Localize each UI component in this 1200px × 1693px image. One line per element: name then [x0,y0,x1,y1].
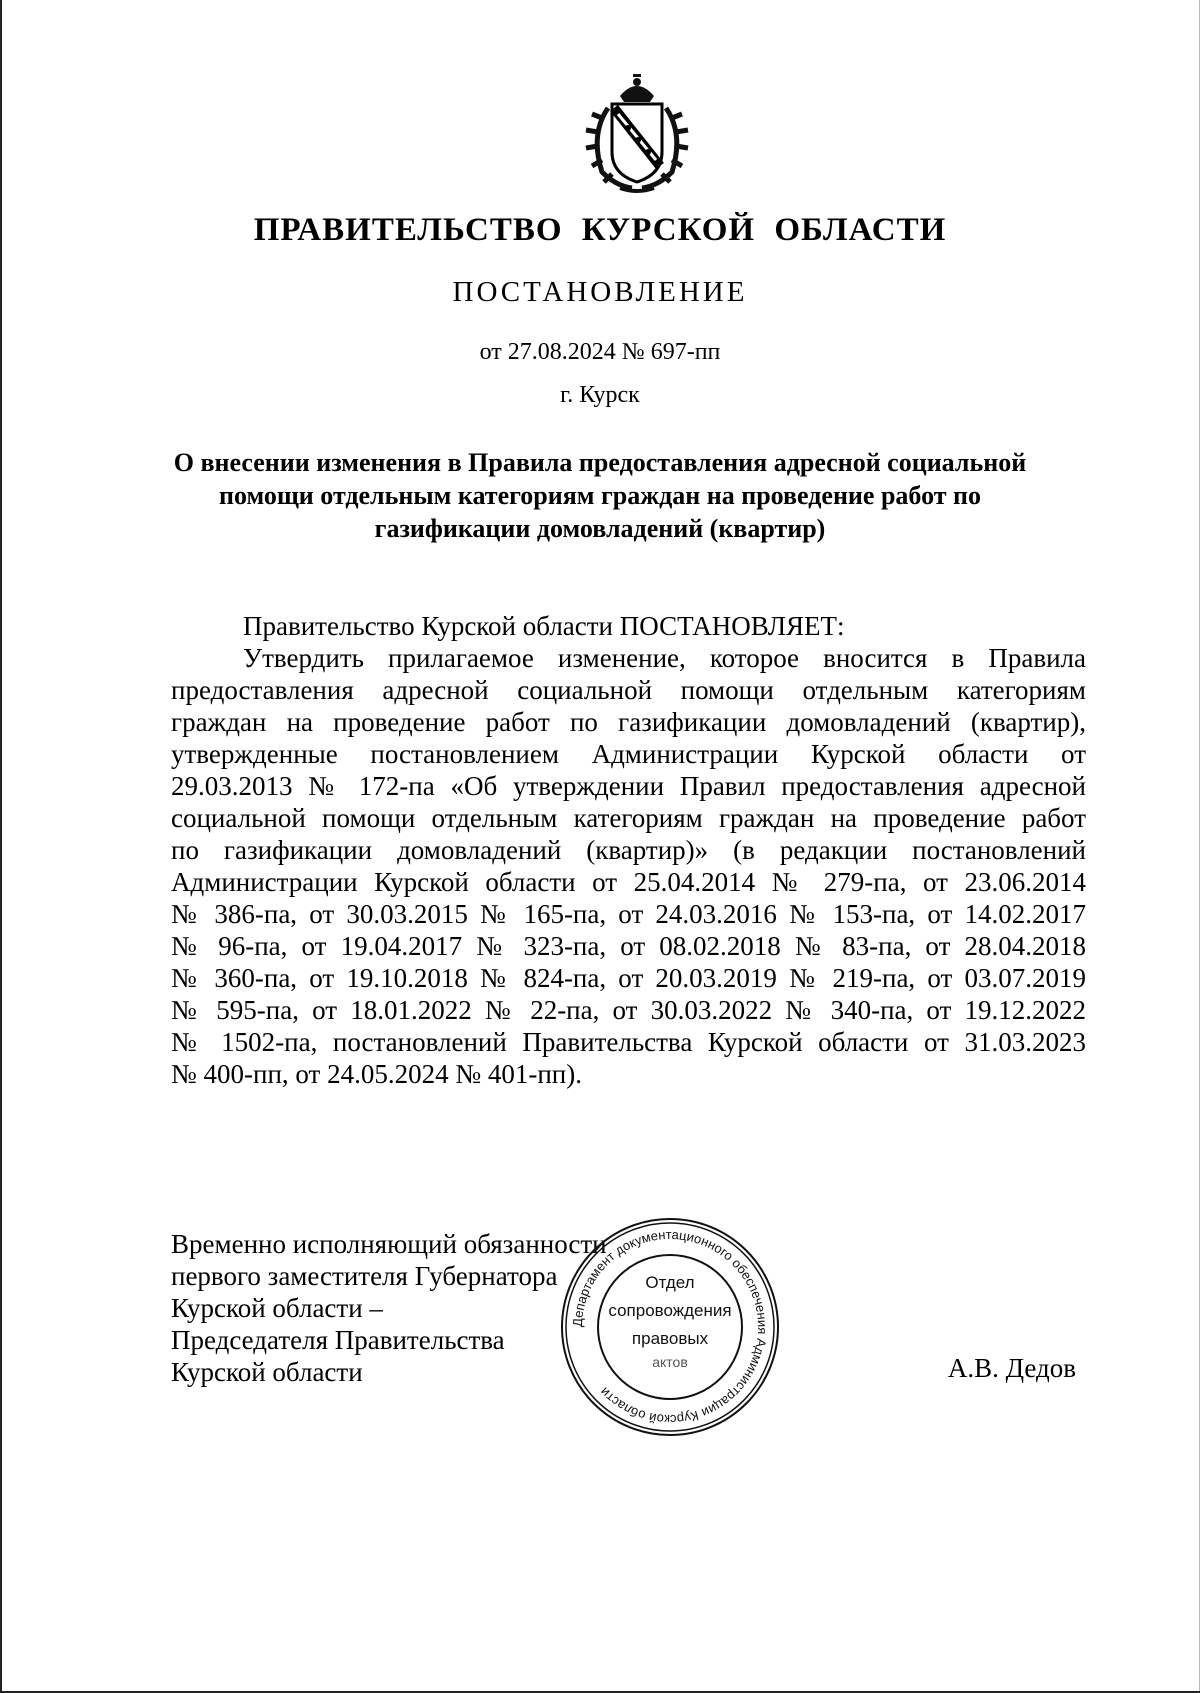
government-title: ПРАВИТЕЛЬСТВО КУРСКОЙ ОБЛАСТИ [253,212,947,248]
body-line: № 400-пп, от 24.05.2024 № 401-пп). [171,1059,582,1089]
body-line: 29.03.2013 № 172-па «Об утверждении Правил предоставления адресной [171,771,1086,801]
body-line: № 1502-па, постановлений Правительства Курской области от 31.03.2023 [171,1027,1086,1057]
signer-position-line: первого заместителя Губернатора [171,1261,558,1291]
document-subject: О внесении изменения в Правила предоставления адресной социальной помощи отдельным категориям граждан на проведение работ по газификации домовладений (квартир) [173,448,1027,543]
body-line: Утвердить прилагаемое изменение, которое вносится в Правила [243,643,1086,673]
body-line: Администрации Курской области от 25.04.2014 № 279-па, от 23.06.2014 [171,867,1086,897]
body-line: утвержденные постановлением Администрации Курской области от [171,739,1086,769]
body-line: № 595-па, от 18.01.2022 № 22-па, от 30.03.2022 № 340-па, от 19.12.2022 [171,995,1086,1025]
scan-edge-left [0,0,2,1693]
document-city: г. Курск [560,382,640,408]
preamble: Правительство Курской области ПОСТАНОВЛЯЕТ: [243,611,845,641]
body-line: по газификации домовладений (квартир)» (в редакции постановлений [171,835,1086,865]
body-line: граждан на проведение работ по газификации домовладений (квартир), [171,707,1086,737]
signer-position-line: Временно исполняющий обязанности [171,1229,607,1259]
stamp-center-line: правовых [631,1329,709,1348]
signer-name: А.В. Дедов [947,1353,1076,1383]
official-stamp-icon [555,1212,785,1442]
stamp-center-line: Отдел [645,1273,695,1292]
document-date-number: от 27.08.2024 № 697-пп [479,339,721,365]
body-line: социальной помощи отдельным категориям граждан на проведение работ [171,803,1086,833]
body-line: № 386-па, от 30.03.2015 № 165-па, от 24.03.2016 № 153-па, от 14.02.2017 [171,899,1086,929]
stamp-center-line: сопровождения [608,1301,732,1320]
body-line: № 360-па, от 19.10.2018 № 824-па, от 20.03.2019 № 219-па, от 03.07.2019 [171,963,1086,993]
body-line: предоставления адресной социальной помощи отдельным категориям [171,675,1086,705]
signer-position-line: Курской области [171,1357,363,1387]
stamp-center-line: актов [652,1354,688,1370]
body-line: № 96-па, от 19.04.2017 № 323-па, от 08.02.2018 № 83-па, от 28.04.2018 [171,931,1086,961]
signer-position-line: Курской области – [171,1293,383,1323]
stamp-ring-text: Департамент документационного обеспечения Администрации Курской области [569,1226,771,1428]
coat-of-arms-icon [572,74,702,194]
document-type: ПОСТАНОВЛЕНИЕ [452,276,748,308]
signer-position-line: Председателя Правительства [171,1325,505,1355]
